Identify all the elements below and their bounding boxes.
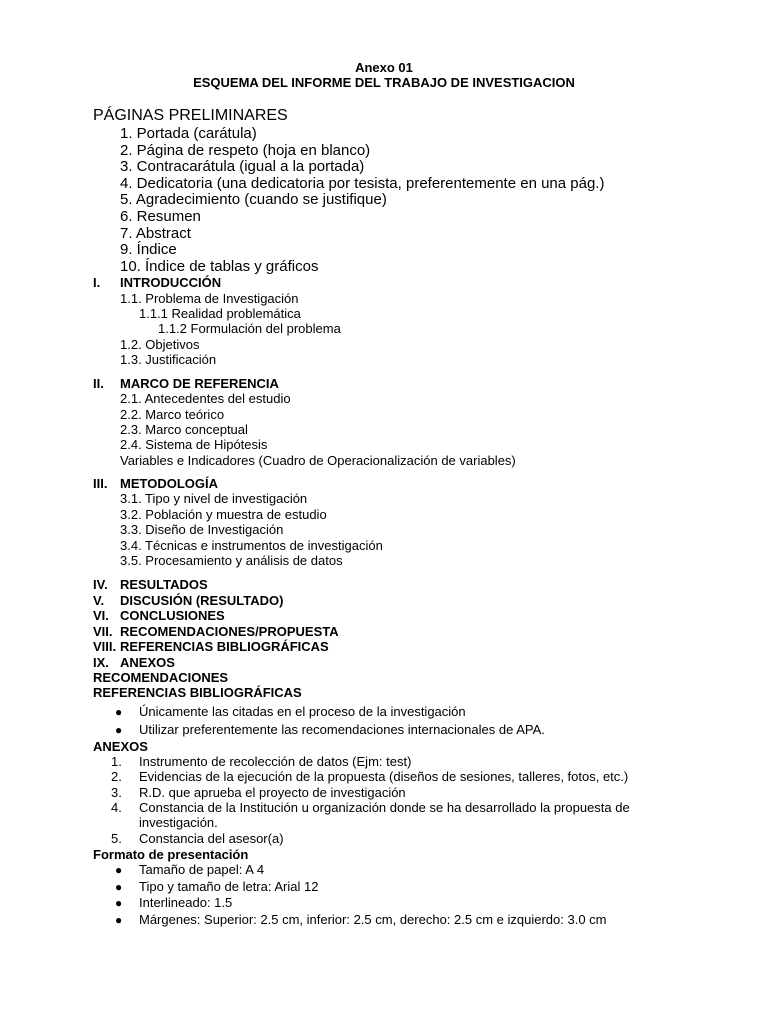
section-item: 3.3. Diseño de Investigación [120,522,284,537]
section-title-anexos: ANEXOS [120,655,175,670]
section-item: 2.2. Marco teórico [120,407,225,422]
section-number: VIII. [93,639,117,654]
referencias-bullet: Utilizar preferentemente las recomendaciones internacionales de APA. [139,722,545,737]
anexo-number: 1. [111,754,122,769]
formato-bullet: Márgenes: Superior: 2.5 cm, inferior: 2.5 cm, derecho: 2.5 cm e izquierdo: 3.0 cm [139,912,607,927]
section-number: III. [93,476,108,491]
bullet-icon: ● [115,723,123,737]
preliminares-item: 4. Dedicatoria (una dedicatoria por tesista, preferentemente en una pág.) [120,175,605,192]
preliminares-item: 6. Resumen [120,208,201,225]
section-number: VII. [93,624,113,639]
anexo-item: Constancia de la Institución u organización donde se ha desarrollado la propuesta de [139,800,630,815]
annex-label: Anexo 01 [355,60,413,75]
preliminares-item: 3. Contracarátula (igual a la portada) [120,158,365,175]
section-number: IX. [93,655,109,670]
section-number: II. [93,376,104,391]
section-title-referencias: REFERENCIAS BIBLIOGRÁFICAS [120,639,329,654]
section-item: 2.4. Sistema de Hipótesis [120,437,268,452]
anexos-heading: ANEXOS [93,739,148,754]
section-item: 1.2. Objetivos [120,337,200,352]
preliminares-item: 7. Abstract [120,225,191,242]
anexo-number: 4. [111,800,122,815]
preliminares-item: 1. Portada (carátula) [120,125,257,142]
anexo-item-continuation: investigación. [139,815,218,830]
formato-heading: Formato de presentación [93,847,249,862]
preliminares-heading: PÁGINAS PRELIMINARES [93,107,288,124]
anexo-item: Constancia del asesor(a) [139,831,284,846]
anexo-number: 2. [111,769,122,784]
section-item: 3.1. Tipo y nivel de investigación [120,491,308,506]
section-item: 3.4. Técnicas e instrumentos de investigación [120,538,383,553]
document-title: ESQUEMA DEL INFORME DEL TRABAJO DE INVESTIGACION [193,75,575,90]
section-title-conclusiones: CONCLUSIONES [120,608,225,623]
section-item: 3.2. Población y muestra de estudio [120,507,327,522]
section-title-metodologia: METODOLOGÍA [120,476,218,491]
section-title-recomendaciones: RECOMENDACIONES/PROPUESTA [120,624,339,639]
bullet-icon: ● [115,896,123,910]
referencias-heading: REFERENCIAS BIBLIOGRÁFICAS [93,685,302,700]
recomendaciones-heading: RECOMENDACIONES [93,670,229,685]
section-item: Variables e Indicadores (Cuadro de Operacionalización de variables) [120,453,516,468]
section-number: V. [93,593,105,608]
preliminares-item: 5. Agradecimiento (cuando se justifique) [120,191,387,208]
anexo-item: Instrumento de recolección de datos (Ejm: test) [139,754,412,769]
section-title-resultados: RESULTADOS [120,577,208,592]
bullet-icon: ● [115,880,123,894]
anexo-number: 3. [111,785,122,800]
anexo-number: 5. [111,831,122,846]
preliminares-item: 2. Página de respeto (hoja en blanco) [120,142,371,159]
formato-bullet: Tipo y tamaño de letra: Arial 12 [139,879,319,894]
section-item: 3.5. Procesamiento y análisis de datos [120,553,343,568]
section-item: 1.1.2 Formulación del problema [158,321,341,336]
section-title-marco: MARCO DE REFERENCIA [120,376,279,391]
bullet-icon: ● [115,913,123,927]
section-item: 2.1. Antecedentes del estudio [120,391,291,406]
referencias-bullet: Únicamente las citadas en el proceso de la investigación [139,704,466,719]
section-number: IV. [93,577,108,592]
formato-bullet: Interlineado: 1.5 [139,895,233,910]
bullet-icon: ● [115,705,123,719]
section-item: 1.3. Justificación [120,352,217,367]
section-number: I. [93,275,101,290]
section-title-introduccion: INTRODUCCIÓN [120,275,222,290]
preliminares-item: 10. Índice de tablas y gráficos [120,258,319,275]
formato-bullet: Tamaño de papel: A 4 [139,862,265,877]
section-item: 1.1. Problema de Investigación [120,291,299,306]
preliminares-item: 9. Índice [120,241,177,258]
bullet-icon: ● [115,863,123,877]
section-item: 2.3. Marco conceptual [120,422,248,437]
anexo-item: Evidencias de la ejecución de la propuesta (diseños de sesiones, talleres, fotos, etc.) [139,769,629,784]
section-title-discusion: DISCUSIÓN (RESULTADO) [120,593,284,608]
section-item: 1.1.1 Realidad problemática [139,306,301,321]
section-number: VI. [93,608,109,623]
anexo-item: R.D. que aprueba el proyecto de investigación [139,785,406,800]
